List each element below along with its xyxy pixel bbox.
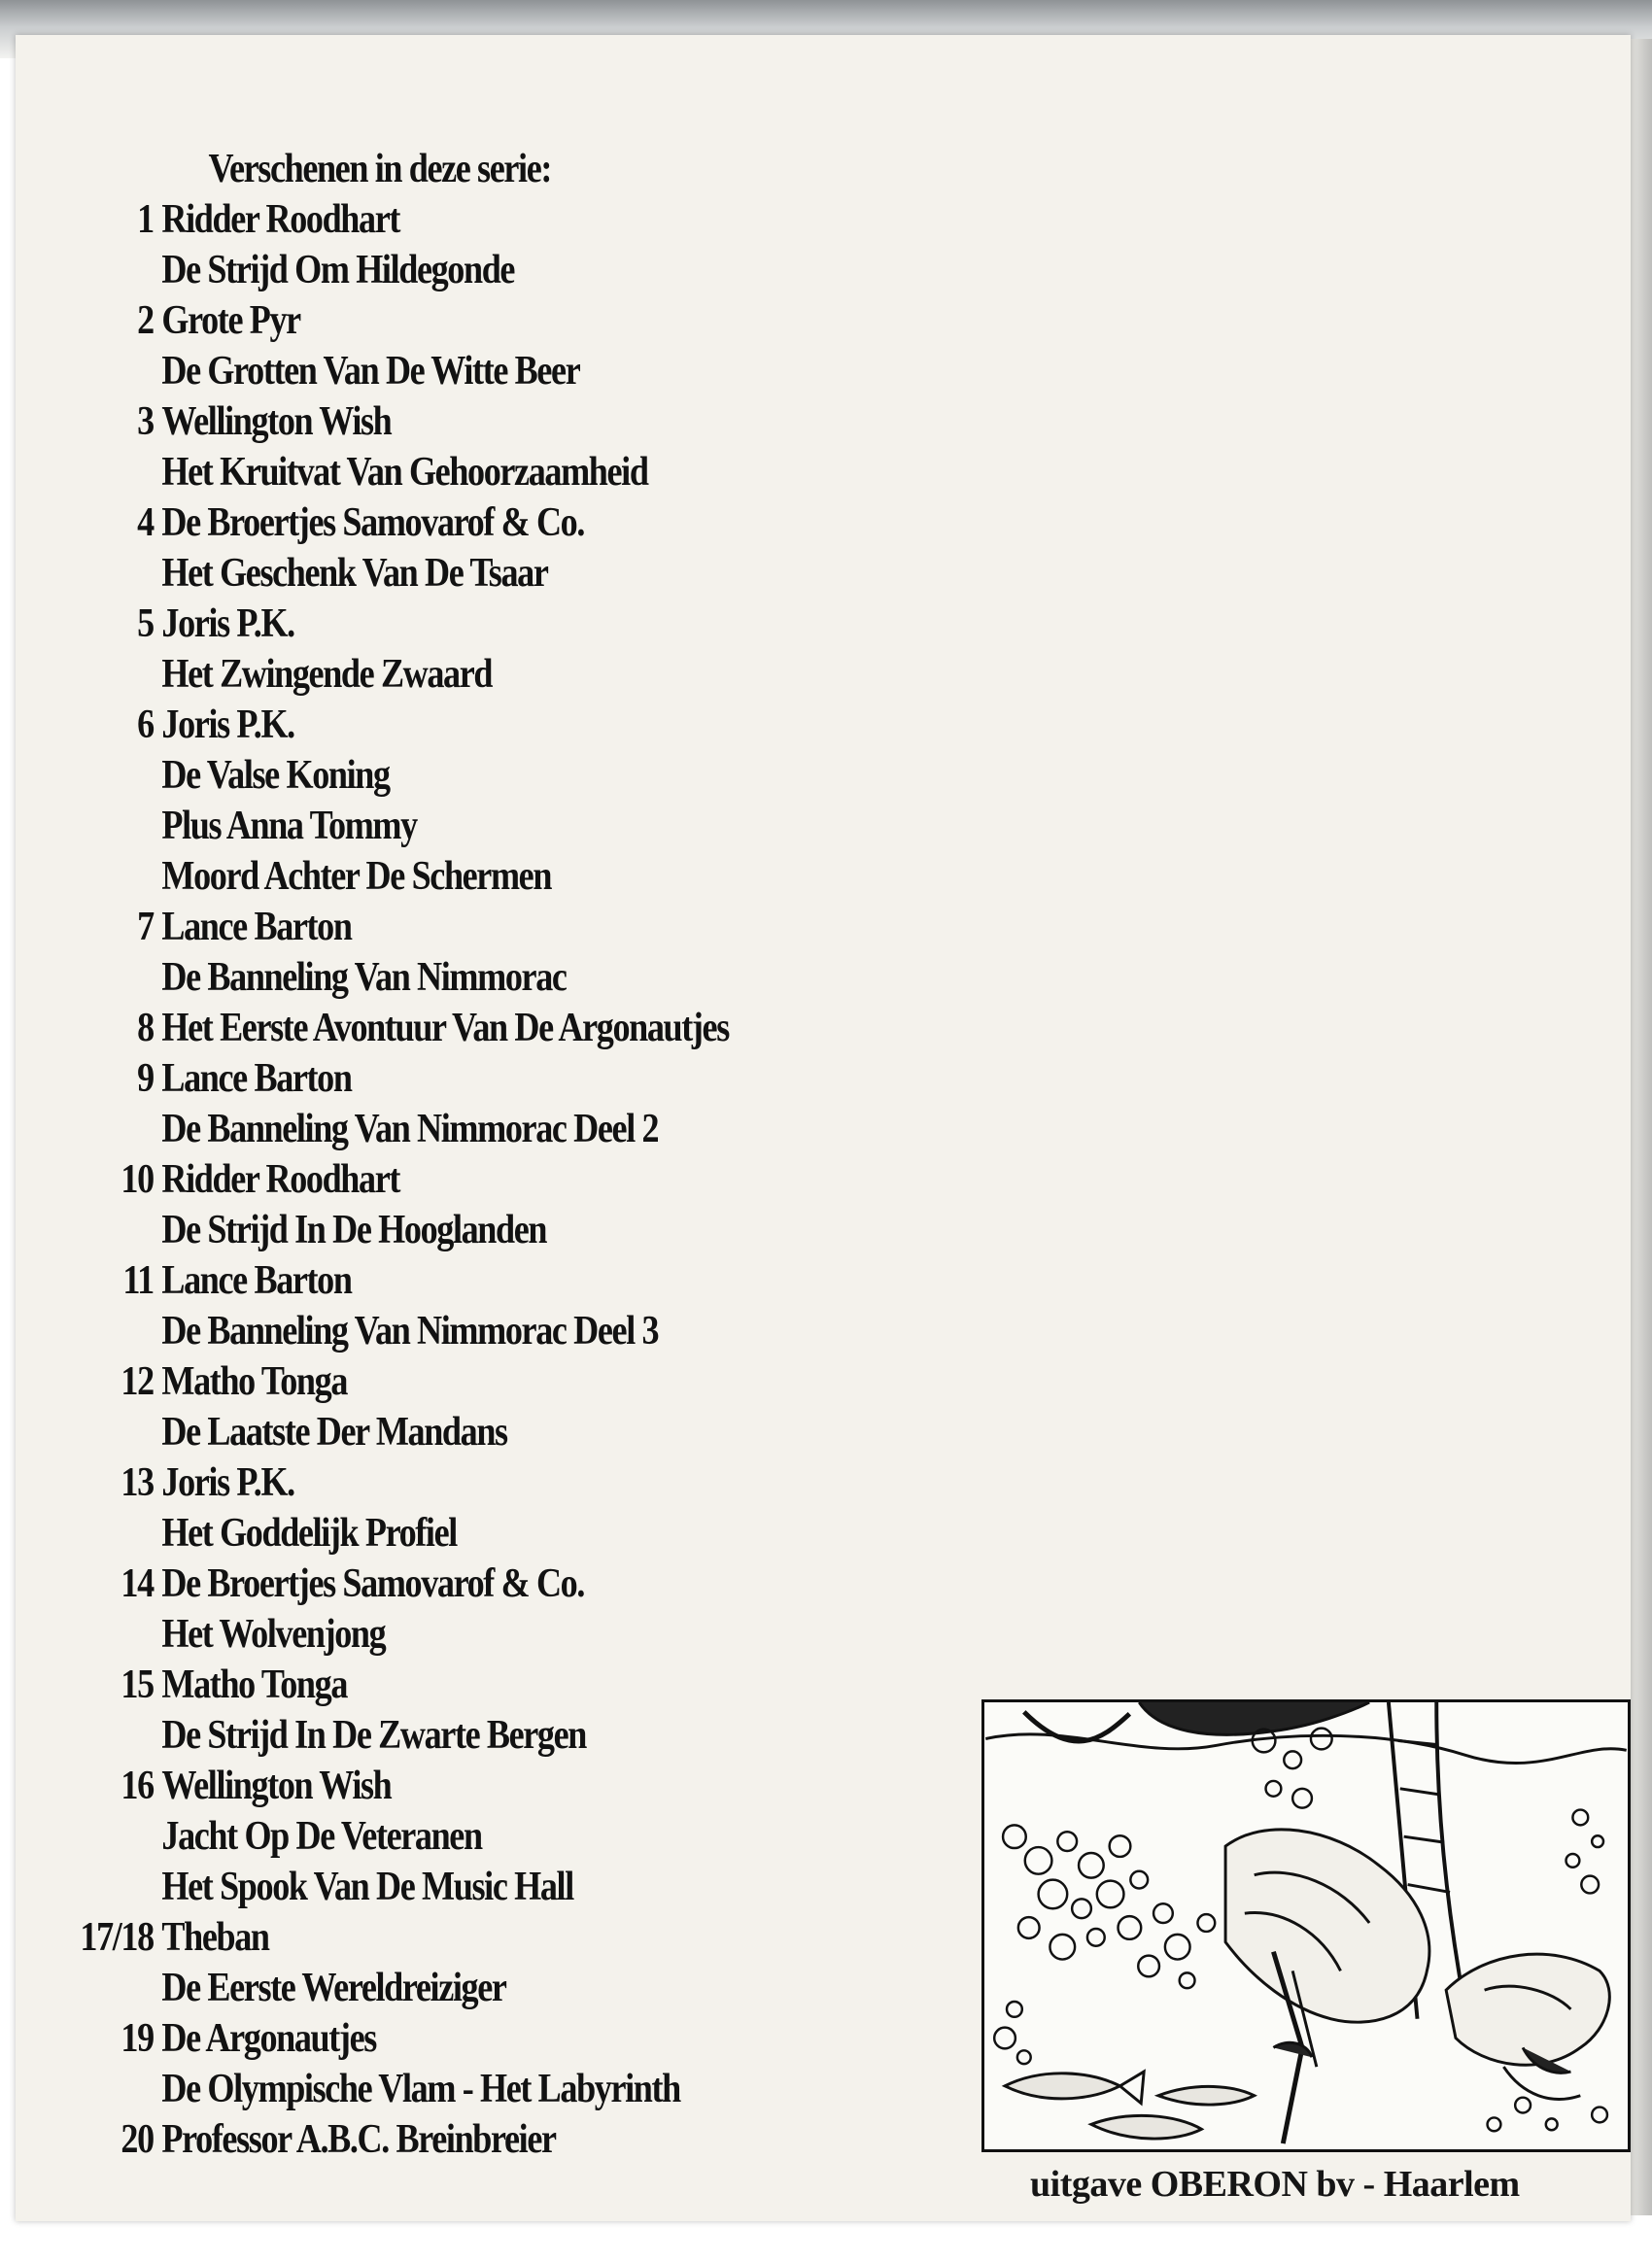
- series-title: Lance Barton: [161, 1258, 352, 1303]
- series-entry: [45, 1053, 964, 1154]
- entry-number: 7: [137, 905, 154, 949]
- album-title: Plus Anna Tommy: [161, 804, 417, 848]
- series-title: Joris P.K.: [161, 601, 294, 646]
- entry-number: 11: [122, 1258, 154, 1303]
- series-entry: [45, 1660, 964, 1761]
- series-entry: [45, 497, 964, 599]
- series-title: Theban: [161, 1915, 269, 1960]
- series-entry: [45, 1255, 964, 1356]
- series-title: Het Eerste Avontuur Van De Argonautjes: [161, 1006, 729, 1050]
- series-title: De Broertjes Samovarof & Co.: [161, 500, 584, 545]
- series-title: Grote Pyr: [161, 298, 300, 343]
- entry-number: 17/18: [80, 1915, 154, 1960]
- series-entry: [45, 902, 964, 1003]
- album-title: De Grotten Van De Witte Beer: [161, 349, 580, 394]
- series-title: Lance Barton: [161, 1056, 352, 1101]
- series-entry: [45, 295, 964, 396]
- album-title: Het Geschenk Van De Tsaar: [161, 551, 548, 596]
- comic-illustration: [981, 1699, 1631, 2152]
- album-title: De Banneling Van Nimmorac Deel 3: [161, 1309, 659, 1354]
- album-title: De Strijd In De Hooglanden: [161, 1208, 547, 1252]
- series-title: Matho Tonga: [161, 1359, 348, 1404]
- album-title: De Strijd In De Zwarte Bergen: [161, 1713, 586, 1758]
- series-title: De Broertjes Samovarof & Co.: [161, 1561, 584, 1606]
- album-title: De Valse Koning: [161, 753, 390, 798]
- series-entry: [45, 1003, 964, 1053]
- series-title: Wellington Wish: [161, 399, 392, 444]
- entry-number: 10: [120, 1157, 154, 1202]
- album-title: Het Wolvenjong: [161, 1612, 386, 1657]
- entry-number: 3: [137, 399, 154, 444]
- series-entry: [45, 2114, 964, 2165]
- entry-number: 2: [137, 298, 154, 343]
- series-entry: [45, 1457, 964, 1559]
- series-entry: [45, 1559, 964, 1660]
- series-title: Ridder Roodhart: [161, 197, 400, 242]
- series-list: [45, 144, 964, 2165]
- album-title: De Banneling Van Nimmorac: [161, 955, 567, 1000]
- series-entry: [45, 1356, 964, 1457]
- entry-number: 15: [120, 1662, 154, 1707]
- entry-number: 6: [137, 703, 154, 747]
- entry-number: 20: [120, 2117, 154, 2162]
- series-title: Professor A.B.C. Breinbreier: [161, 2117, 556, 2162]
- series-entry: [45, 700, 964, 902]
- series-entry: [45, 194, 964, 295]
- series-title: De Argonautjes: [161, 2016, 376, 2061]
- series-entry: [45, 1154, 964, 1255]
- series-entries: [45, 194, 964, 2165]
- series-entry: [45, 396, 964, 497]
- series-entry: [45, 2013, 964, 2114]
- publisher-imprint: uitgave OBERON bv - Haarlem: [1030, 2164, 1520, 2205]
- album-title: De Eerste Wereldreiziger: [161, 1966, 506, 2010]
- series-title: Joris P.K.: [161, 1460, 294, 1505]
- series-title: Lance Barton: [161, 905, 352, 949]
- series-entry: [45, 1912, 964, 2013]
- entry-number: 12: [120, 1359, 154, 1404]
- series-title: Ridder Roodhart: [161, 1157, 400, 1202]
- album-title: Het Zwingende Zwaard: [161, 652, 493, 697]
- album-title: De Olympische Vlam - Het Labyrinth: [161, 2067, 680, 2111]
- entry-number: 14: [120, 1561, 154, 1606]
- entry-number: 1: [137, 197, 154, 242]
- album-title: De Strijd Om Hildegonde: [161, 248, 515, 292]
- entry-number: 8: [137, 1006, 154, 1050]
- entry-number: 19: [120, 2016, 154, 2061]
- album-title: De Banneling Van Nimmorac Deel 2: [161, 1107, 659, 1151]
- album-title: Moord Achter De Schermen: [161, 854, 552, 899]
- book-page: [16, 35, 1631, 2221]
- entry-number: 13: [120, 1460, 154, 1505]
- album-title: Het Kruitvat Van Gehoorzaamheid: [161, 450, 648, 495]
- series-title: Wellington Wish: [161, 1764, 392, 1808]
- entry-number: 4: [137, 500, 154, 545]
- entry-number: 9: [137, 1056, 154, 1101]
- album-title: Jacht Op De Veteranen: [161, 1814, 482, 1859]
- entry-number: 16: [120, 1764, 154, 1808]
- entry-number: 5: [137, 601, 154, 646]
- series-title: Matho Tonga: [161, 1662, 348, 1707]
- series-title: Joris P.K.: [161, 703, 294, 747]
- album-title: De Laatste Der Mandans: [161, 1410, 507, 1455]
- album-title: Het Spook Van De Music Hall: [161, 1865, 573, 1909]
- series-heading: Verschenen in deze serie:: [208, 147, 552, 191]
- series-entry: [45, 599, 964, 700]
- series-entry: [45, 1761, 964, 1912]
- album-title: Het Goddelijk Profiel: [161, 1511, 457, 1556]
